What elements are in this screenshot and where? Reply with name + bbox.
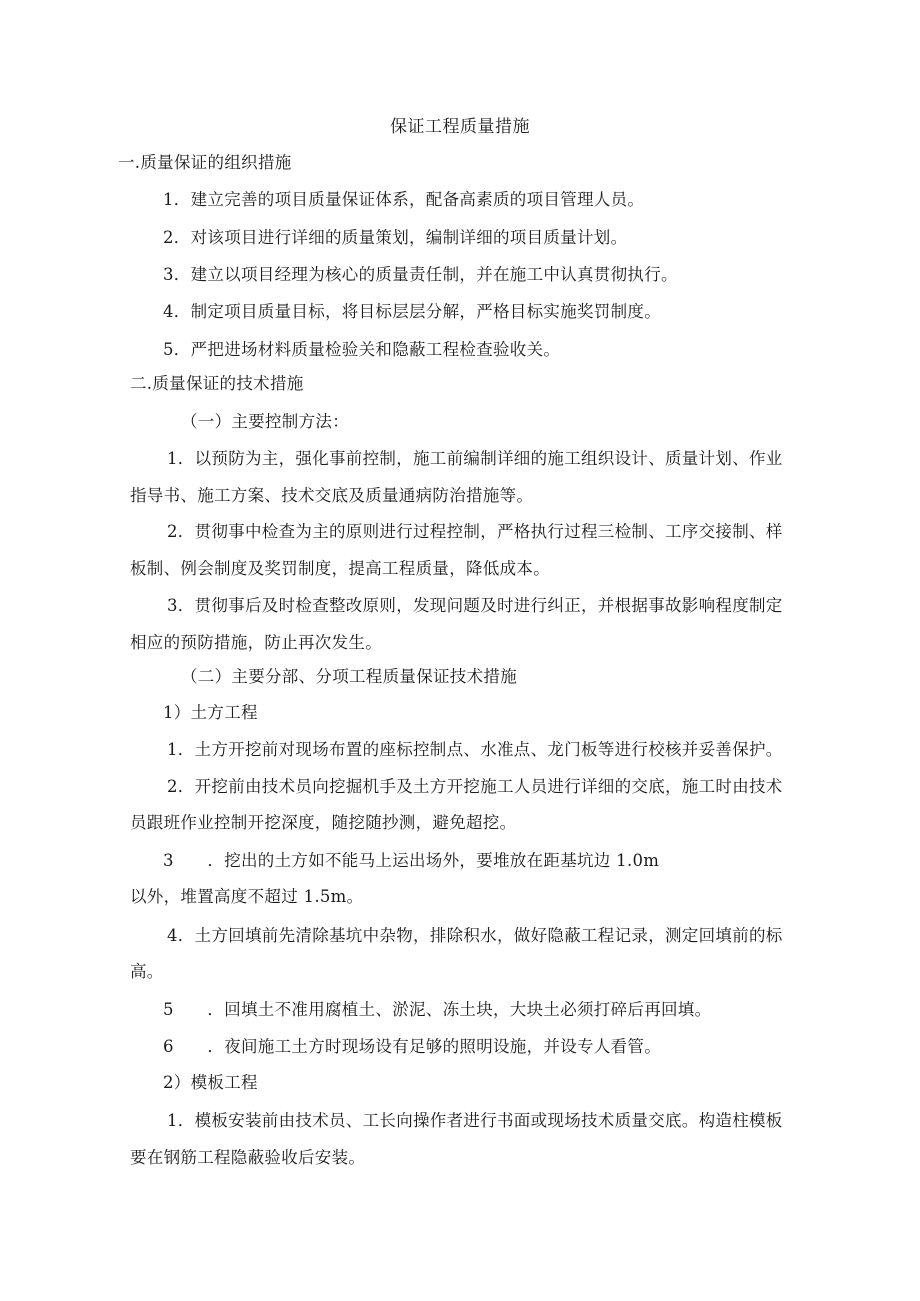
paragraph-line: 相应的预防措施，防止再次发生。 (130, 633, 382, 652)
paragraph-line: 5．严把进场材料质量检验关和隐蔽工程检查验收关。 (163, 340, 561, 359)
paragraph-line: 1．模板安装前由技术员、工长向操作者进行书面或现场技术质量交底。构造柱模板 (167, 1111, 783, 1130)
paragraph-line: 4．制定项目质量目标，将目标层层分解，严格目标实施奖罚制度。 (163, 302, 661, 321)
paragraph-line: 3．贯彻事后及时检查整改原则，发现问题及时进行纠正，并根据事故影响程度制定 (167, 596, 783, 615)
paragraph-line: 6 ．夜间施工土方时现场设有足够的照明设施，并设专人看管。 (163, 1037, 661, 1056)
paragraph-line: 4．土方回填前先清除基坑中杂物，排除积水，做好隐蔽工程记录，测定回填前的标 (167, 926, 783, 945)
subsection-heading: （二）主要分部、分项工程质量保证技术措施 (181, 667, 517, 686)
paragraph-line: 1．以预防为主，强化事前控制，施工前编制详细的施工组织设计、质量计划、作业 (167, 449, 783, 468)
paragraph-line: 1．建立完善的项目质量保证体系，配备高素质的项目管理人员。 (163, 190, 645, 209)
paragraph-line: 要在钢筋工程隐蔽验收后安装。 (130, 1148, 366, 1167)
paragraph-line: 1．土方开挖前对现场布置的座标控制点、水准点、龙门板等进行校核并妥善保护。 (167, 740, 783, 759)
section-heading: 二.质量保证的技术措施 (130, 374, 304, 393)
paragraph-line: 高。 (130, 962, 164, 981)
section-heading: 一.质量保证的组织措施 (118, 153, 292, 172)
paragraph-line: 3 ．挖出的土方如不能马上运出场外，要堆放在距基坑边 1.0m (163, 851, 660, 870)
paragraph-line: 3．建立以项目经理为核心的质量责任制，并在施工中认真贯彻执行。 (163, 265, 678, 284)
paragraph-line: 员跟班作业控制开挖深度，随挖随抄测，避免超挖。 (130, 813, 517, 832)
paragraph-line: 2．开挖前由技术员向挖掘机手及土方开挖施工人员进行详细的交底，施工时由技术 (167, 777, 783, 796)
item-heading: 2）模板工程 (163, 1073, 258, 1092)
paragraph-line: 板制、例会制度及奖罚制度，提高工程质量，降低成本。 (130, 559, 550, 578)
paragraph-line: 5 ．回填土不准用腐植土、淤泥、冻土块，大块土必须打碎后再回填。 (163, 1000, 712, 1019)
document-title: 保证工程质量措施 (390, 117, 530, 137)
paragraph-line: 2．贯彻事中检查为主的原则进行过程控制，严格执行过程三检制、工序交接制、样 (167, 522, 783, 541)
paragraph-line: 2．对该项目进行详细的质量策划，编制详细的项目质量计划。 (163, 228, 628, 247)
paragraph-line: 指导书、施工方案、技术交底及质量通病防治措施等。 (130, 486, 534, 505)
item-heading: 1）土方工程 (163, 703, 258, 722)
paragraph-line: 以外，堆置高度不超过 1.5m。 (130, 887, 364, 906)
subsection-heading: （一）主要控制方法： (181, 412, 349, 431)
